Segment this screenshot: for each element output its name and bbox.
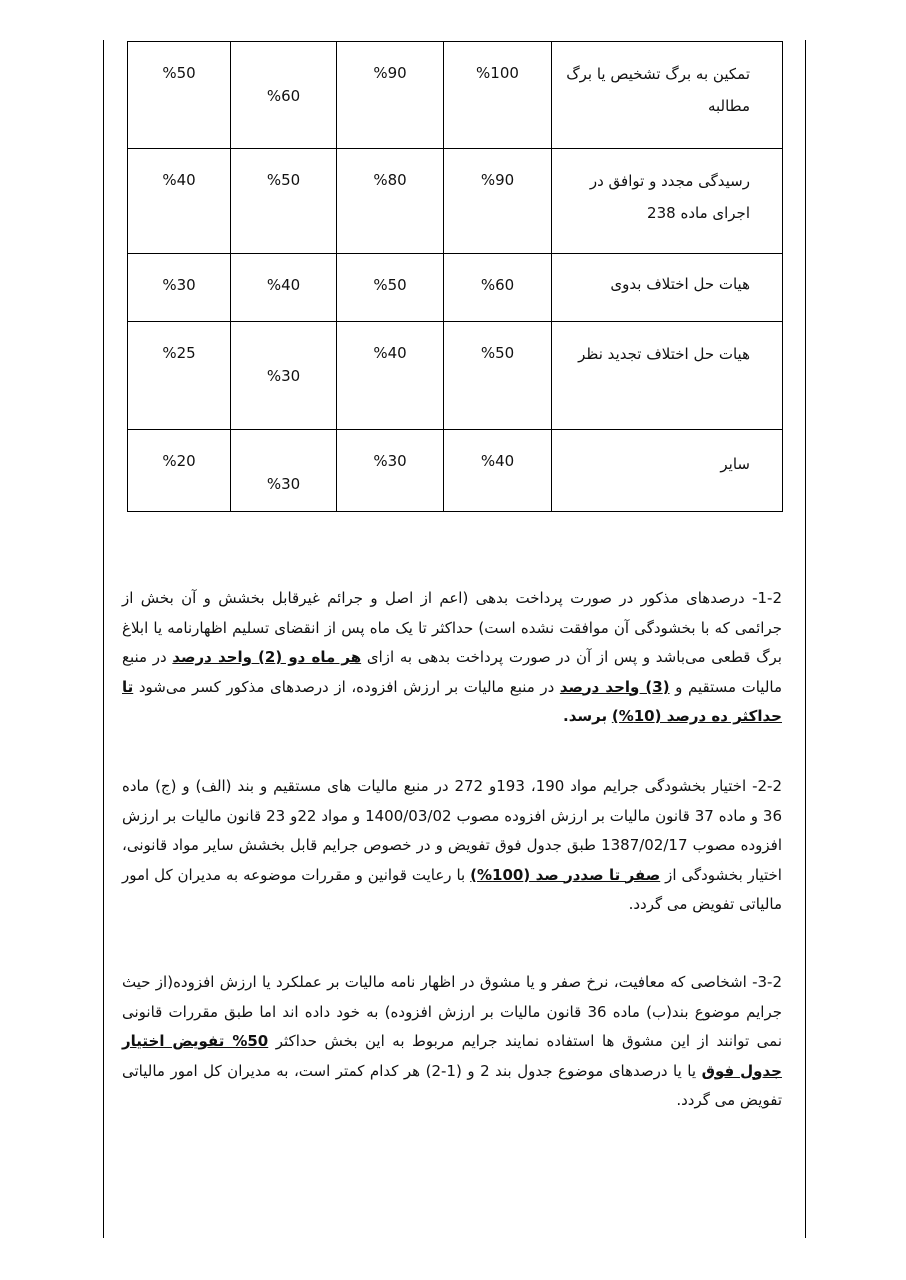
- table-row: [128, 149, 783, 254]
- row-label: سایر: [552, 430, 783, 512]
- table-cell: %60: [444, 254, 552, 322]
- table-cell: %40: [444, 430, 552, 512]
- row-label: تمکین به برگ تشخیص یا برگ مطالبه: [552, 42, 783, 149]
- table-cell: %40: [337, 322, 444, 430]
- table-cell: %50: [128, 42, 231, 149]
- paragraph-3-2: 3-2- اشخاصی که معافیت، نرخ صفر و یا مشوق در اظهار نامه مالیات بر عملکرد یا ارزش افزوده(از حیث جرایم موضوع بند(ب) ماده 36 قانون مالیات بر ارزش افزوده) به خود داده اند اما طبق مقررات قانونی نمی توانند از این مشوق ها استفاده نمایند جرایم مربوط به این بخش حداکثر 50% تفویض اختیار جدول فوق یا یا درصدهای موضوع جدول بند 2 و (1-2) هر کدام کمتر است، به مدیران کل امور مالیاتی تفویض می گردد.: [122, 973, 783, 1109]
- emphasis-fifty-percent: 50% تفویض اختیار جدول فوق: [122, 1032, 782, 1080]
- page-border-right: [805, 40, 806, 1238]
- emphasis-three-units: (3) واحد درصد: [559, 677, 670, 696]
- page-border-left: [103, 40, 104, 1238]
- table-cell: %100: [444, 42, 552, 149]
- table-cell: %80: [337, 149, 444, 254]
- table-cell: %40: [128, 149, 231, 254]
- emphasis-zero-to-hundred: صفر تا صددر صد (100%): [470, 865, 661, 884]
- penalty-waiver-table: [127, 41, 783, 512]
- table-cell: %50: [337, 254, 444, 322]
- row-label: رسیدگی مجدد و توافق در اجرای ماده 238: [552, 149, 783, 254]
- row-label: هیات حل اختلاف تجدید نظر: [552, 322, 783, 430]
- table-row: [128, 254, 783, 322]
- paragraph-1-2: 1-2- درصدهای مذکور در صورت پرداخت بدهی (اعم از اصل و جرائم غیرقابل بخشش و آن بخش از جرائمی که با بخشودگی آن موافقت نشده است) حداکثر تا یک ماه پس از انقضای تسلیم اظهارنامه یا ابلاغ برگ قطعی می‌باشد و پس از آن در صورت پرداخت بدهی به ازای هر ماه دو (2) واحد درصد در منبع مالیات مستقیم و (3) واحد درصد در منبع مالیات بر ارزش افزوده، از درصدهای مذکور کسر می‌شود تا حداکثر ده درصد (10%) برسد.: [122, 589, 783, 725]
- paragraph-2-2: 2-2- اختیار بخشودگی جرایم مواد 190، 193و 272 در منبع مالیات های مستقیم و بند (الف) و (ج) ماده 36 و ماده 37 قانون مالیات بر ارزش افزوده مصوب 1400/03/02 و مواد 22و 23 قانون مالیات بر ارزش افزوده مصوب 1387/02/17 طبق جدول فوق تفویض و در خصوص جرایم قابل بخشش سایر مواد قانونی، اختیار بخشودگی از صفر تا صددر صد (100%) با رعایت قوانین و مقررات موضوعه به مدیران کل امور مالیاتی تفویض می گردد.: [122, 777, 783, 913]
- table-cell: %30: [128, 254, 231, 322]
- table-cell: %25: [128, 322, 231, 430]
- table-cell: %30: [337, 430, 444, 512]
- emphasis-monthly-units: هر ماه دو (2) واحد درصد: [172, 648, 362, 666]
- table-row: [128, 322, 783, 430]
- table-row: [128, 430, 783, 512]
- table-row: [128, 42, 783, 149]
- table-cell: %30: [231, 430, 337, 512]
- table-cell: %50: [231, 149, 337, 254]
- table-cell: %50: [444, 322, 552, 430]
- table-cell: %60: [231, 42, 337, 149]
- table-cell: %40: [231, 254, 337, 322]
- table-cell: %90: [337, 42, 444, 149]
- row-label: هیات حل اختلاف بدوی: [552, 254, 783, 322]
- emphasis-max-ten: تا حداکثر ده درصد (10%): [122, 677, 782, 725]
- table-cell: %30: [231, 322, 337, 430]
- table-cell: %20: [128, 430, 231, 512]
- table-cell: %90: [444, 149, 552, 254]
